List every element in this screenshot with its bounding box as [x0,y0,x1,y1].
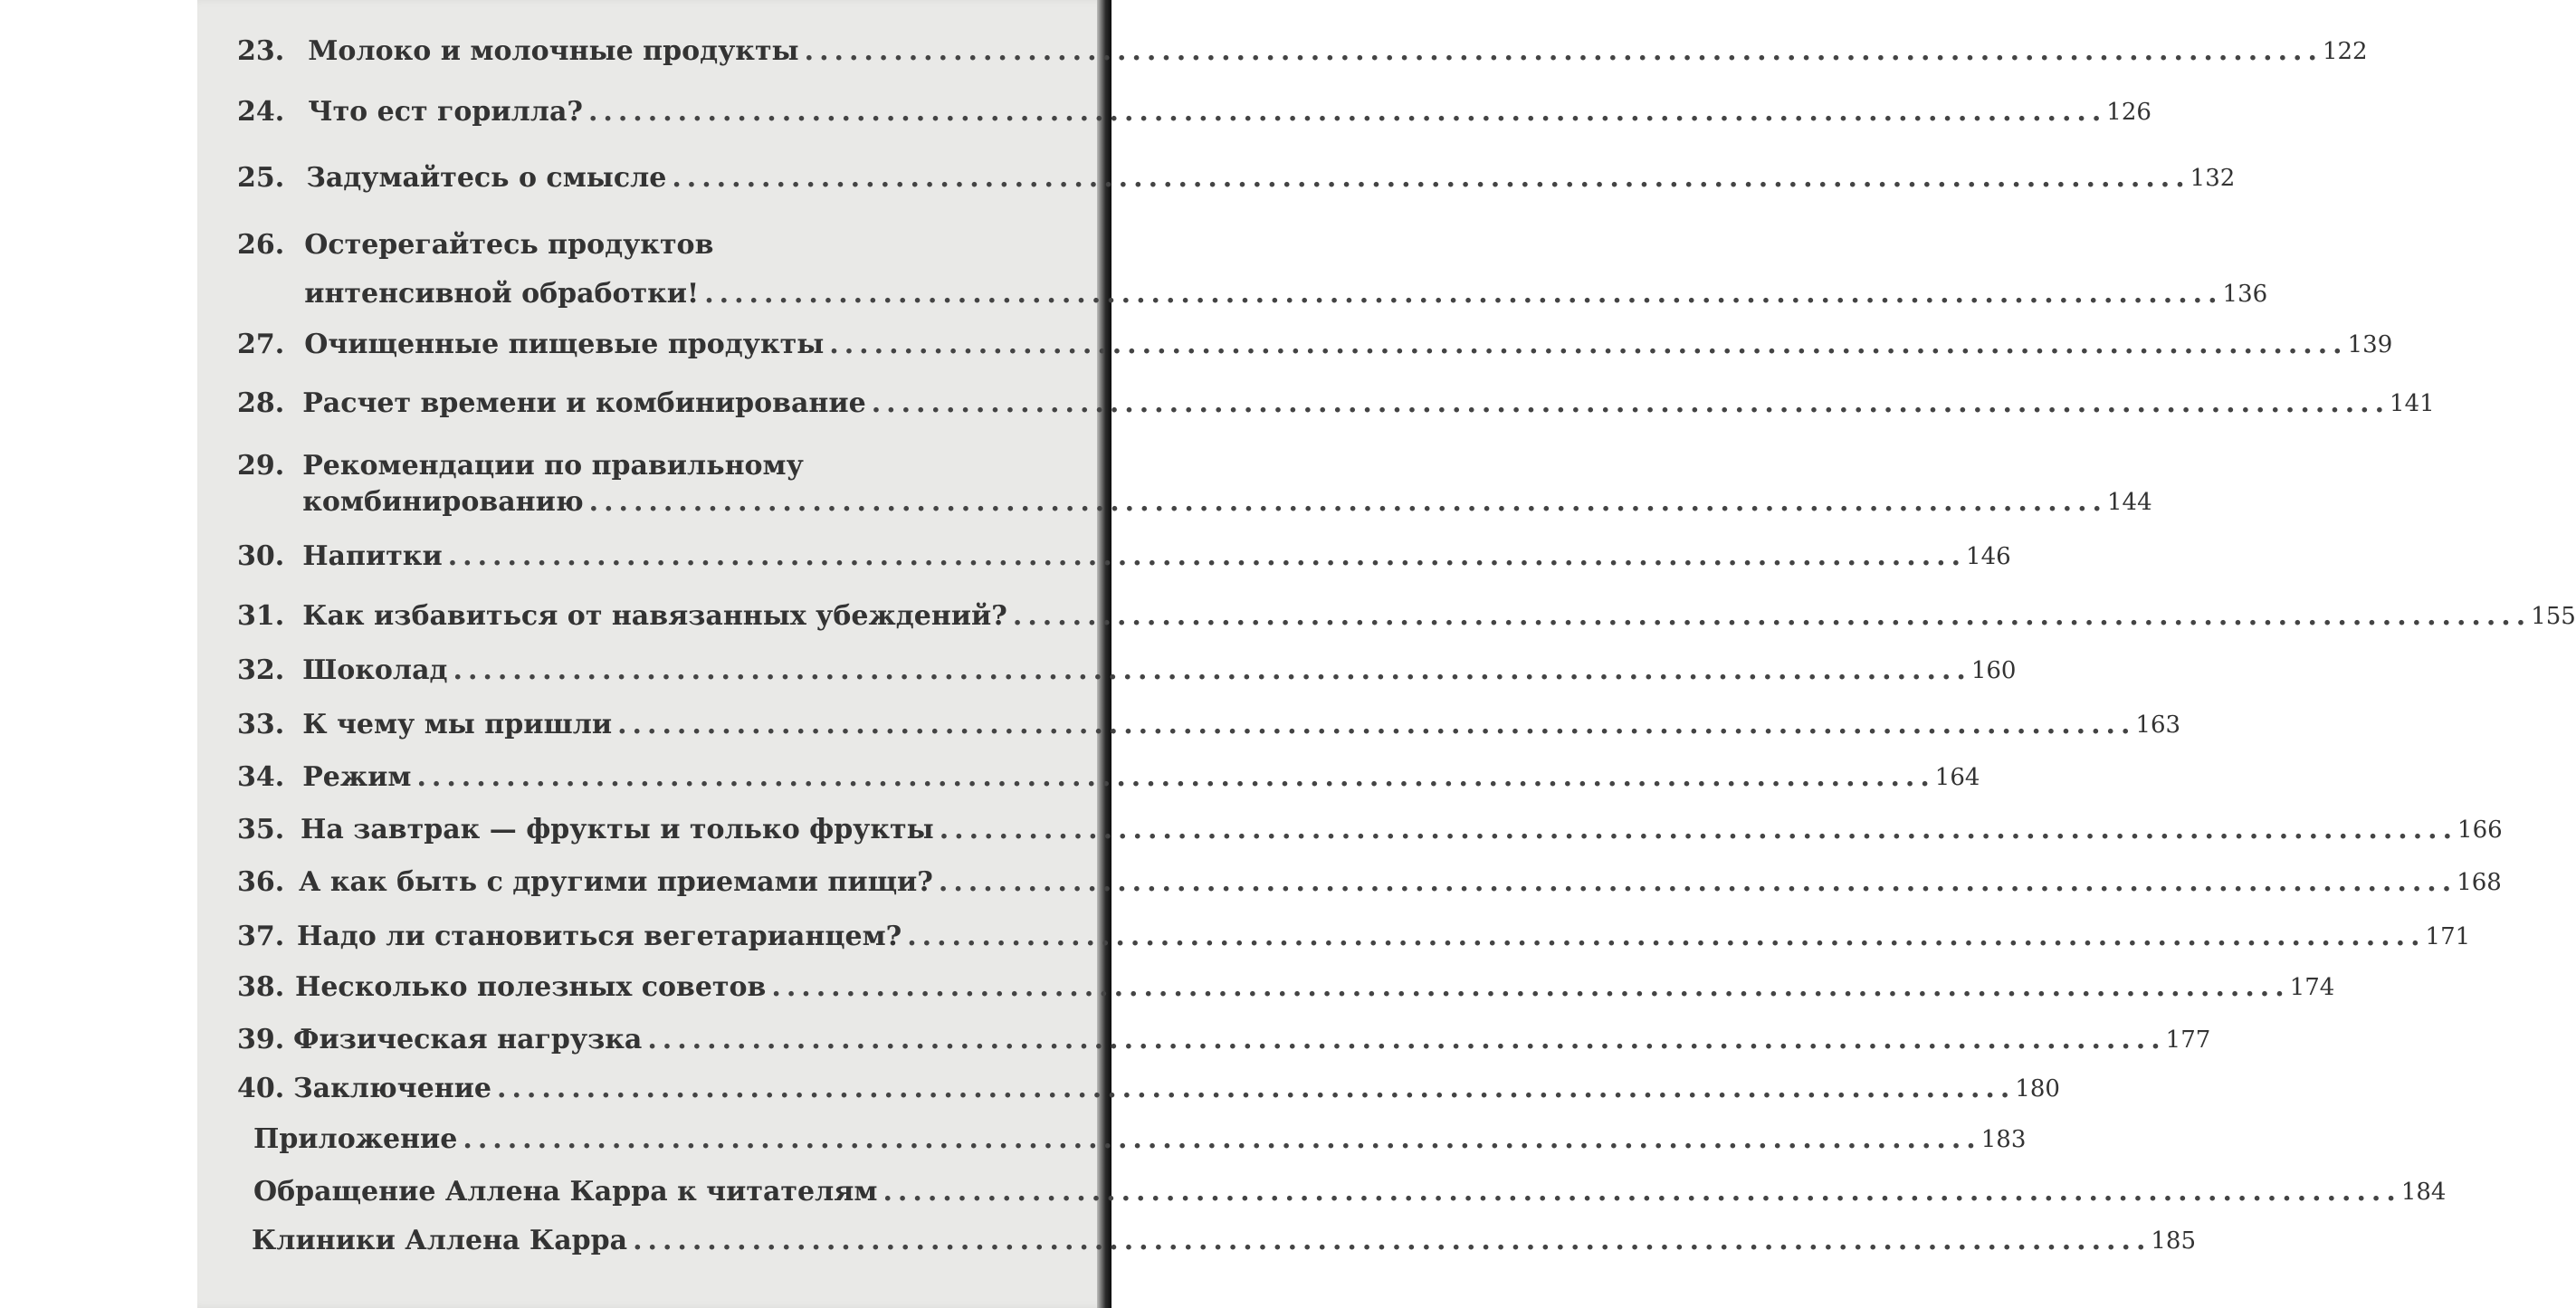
toc-entry-title: Напитки [302,540,443,572]
toc-entry-title: интенсивной обработки! [304,278,700,310]
toc-entry-page: 141 [2390,390,2435,417]
toc-leader-dots [799,34,2323,69]
toc-entry [237,708,2181,742]
toc-entry-number: 23. [237,35,285,67]
toc-entry-number: 31. [237,600,285,632]
toc-leader-dots [877,1175,2400,1209]
toc-entry [237,654,2017,688]
toc-entry-title: Расчет времени и комбинирование [302,387,866,419]
toc-entry [237,970,2335,1005]
toc-leader-dots [866,387,2390,421]
toc-entry-title-line1: Рекомендации по правильному [302,450,804,482]
toc-entry-title: Режим [302,761,412,793]
toc-entry [237,599,2576,634]
toc-entry [237,865,2502,900]
toc-entry-title: Как избавиться от навязанных убеждений? [302,600,1007,632]
toc-entry-page: 177 [2165,1026,2211,1054]
toc-entry-number: 38. [237,971,285,1003]
toc-entry-number: 28. [237,387,285,419]
toc-entry-page: 163 [2135,711,2181,739]
toc-entry [237,539,2011,574]
toc-entry-page: 136 [2222,281,2268,308]
toc-entry-number: 32. [237,654,285,686]
toc-entry-page: 164 [1934,764,1980,791]
toc-entry-title: Клиники Аллена Карра [252,1225,628,1256]
toc-entry-title: Очищенные пищевые продукты [304,329,825,360]
toc-entry-number: 40. [237,1073,285,1104]
toc-entry-number: 35. [237,814,285,845]
toc-leader-dots [699,277,2222,311]
toc-entry-page: 122 [2322,38,2368,65]
toc-entry-title: Надо ли становиться вегетарианцем? [297,921,902,952]
toc-entry-title: комбинированию [302,486,584,518]
toc-leader-dots [448,654,1971,688]
toc-entry [237,1072,2060,1106]
toc-entry [237,813,2503,847]
toc-entry-title: А как быть с другими приемами пищи? [299,866,933,898]
toc-entry-title: Задумайтесь о смысле [306,162,667,194]
toc-leader-dots [457,1122,1980,1157]
toc-entry [237,34,2368,69]
toc-entry-page: 171 [2425,923,2471,950]
toc-entry [237,449,2152,520]
toc-entry-number: 34. [237,761,285,793]
toc-leader-dots [934,813,2457,847]
toc-leader-dots [411,760,1934,795]
toc-entry-number: 33. [237,709,285,740]
toc-entry-page: 144 [2106,489,2152,516]
toc-entry-page: 160 [1970,657,2017,684]
toc-entry-title: Молоко и молочные продукты [308,35,799,67]
toc-entry [237,1122,2027,1157]
toc-leader-dots [642,1023,2165,1057]
toc-entry [237,328,2393,362]
toc-entry-page: 126 [2106,99,2151,126]
toc-entry-number: 39. [237,1024,285,1055]
toc-entry [237,760,1980,795]
toc-entry-title: На завтрак — фрукты и только фрукты [301,814,934,845]
toc-entry-page: 155 [2531,603,2576,630]
toc-entry-page: 174 [2289,974,2335,1001]
toc-leader-dots [824,328,2347,362]
toc-entry-page: 146 [1966,543,2011,570]
toc-entry-page: 139 [2347,331,2393,358]
toc-entry [237,1224,2197,1258]
toc-entry-page: 183 [1980,1126,2027,1153]
toc-entry-page: 185 [2151,1227,2197,1255]
toc-leader-dots [766,970,2289,1005]
toc-entry-title: Что ест горилла? [308,96,583,128]
toc-entry-title: Физическая нагрузка [293,1024,643,1055]
toc-entry-title: Заключение [293,1073,491,1104]
toc-entry [237,1175,2447,1209]
toc-entry-title: Приложение [253,1123,458,1155]
toc-leader-dots [627,1224,2151,1258]
toc-entry-page: 180 [2015,1075,2060,1103]
toc-entry-number: 29. [237,450,285,482]
toc-entry-number: 27. [237,329,285,360]
toc-leader-dots [491,1072,2015,1106]
toc-entry-title: Обращение Аллена Карра к читателям [253,1176,878,1208]
toc-leader-dots [933,865,2457,900]
toc-entry-title-line1: Остерегайтесь продуктов [304,229,714,261]
toc-entry-title: Несколько полезных советов [295,971,767,1003]
toc-leader-dots [612,708,2135,742]
toc-entry-page: 132 [2190,165,2236,192]
toc-entry [237,920,2471,954]
toc-entry [237,161,2236,196]
toc-entry [237,95,2151,129]
toc-entry-number: 36. [237,866,285,898]
toc-leader-dots [666,161,2190,196]
toc-entry-title: К чему мы пришли [302,709,613,740]
toc-entry-number: 30. [237,540,285,572]
toc-leader-dots [583,95,2106,129]
toc-entry-page: 168 [2457,869,2502,896]
toc-entry-title: Шоколад [302,654,448,686]
toc-entry-number: 24. [237,96,285,128]
toc-entry-number: 25. [237,162,285,194]
toc-leader-dots [1007,599,2531,634]
toc-entry [237,387,2435,421]
toc-leader-dots [902,920,2425,954]
toc-entry-page: 184 [2400,1179,2447,1206]
toc-entry-page: 166 [2457,816,2503,844]
toc-entry-number: 37. [237,921,285,952]
toc-entry-number: 26. [237,229,285,261]
toc-entry [237,1023,2211,1057]
toc-entry [237,228,2268,311]
toc-leader-dots [443,539,1966,574]
toc-leader-dots [584,485,2107,520]
